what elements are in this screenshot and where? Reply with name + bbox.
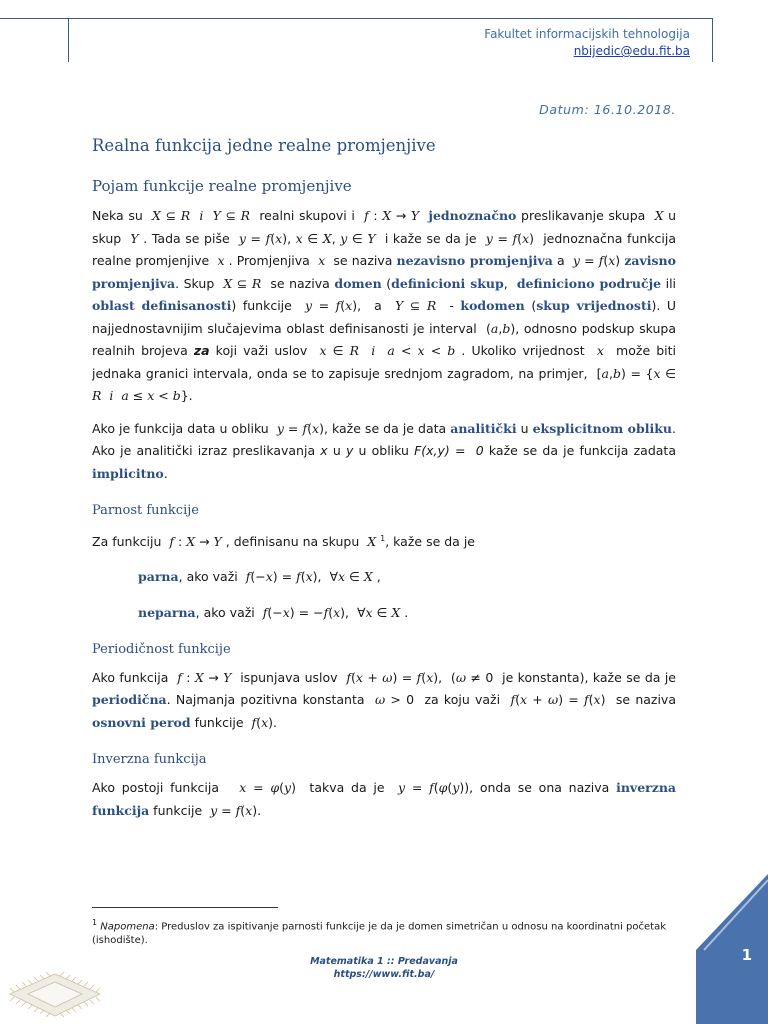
footer-url[interactable]: https://www.fit.ba/ <box>333 969 435 980</box>
author-email-link[interactable]: nbijedic@edu.fit.ba <box>573 44 690 58</box>
section-heading-inverzna: Inverzna funkcija <box>92 752 207 768</box>
header-rule <box>0 18 712 19</box>
footnote-text: : Preduslov za ispitivanje parnosti funkcije je da je domen simetričan u odnosu na koordinatni početak (ishodište). <box>92 921 667 947</box>
paragraph-analytic: Ako je funkcija data u obliku y = f(x), kaže se da je data analitički u eksplicitnom obliku. Ako je analitički izraz preslikavanja x u y u obliku F(x,y) = 0 kaže se da je funkcija zadata implicitno. <box>92 420 676 481</box>
header-rule-right <box>712 18 713 62</box>
section-heading-pojam: Pojam funkcije realne promjenjive <box>92 177 352 195</box>
section-heading-periodicnost: Periodičnost funkcije <box>92 641 231 657</box>
document-date: Datum: 16.10.2018. <box>539 102 676 117</box>
odd-function-condition: neparna, ako važi f(−x) = −f(x), ∀x ∈ X . <box>138 604 409 620</box>
paragraph-periodicnost: Ako funkcija f : X → Y ispunjava uslov f(x + ω) = f(x), (ω ≠ 0 je konstanta), kaže se da je periodična. Najmanja pozitivna konstanta ω > 0 za koju važi f(x + ω) = f(x) se naziva osnovni perod funkcije f(x). <box>92 669 676 730</box>
footnote <box>92 916 682 948</box>
header-rule-left <box>68 18 69 62</box>
footnote-label: Napomena <box>100 921 155 933</box>
section-heading-parnost: Parnost funkcije <box>92 503 199 518</box>
footnote-mark: 1 <box>92 918 98 927</box>
paragraph-parnost: Za funkciju f : X → Y , definisanu na skupu X $^1$, kaže se da je <box>92 534 475 550</box>
faculty-name: Fakultet informacijskih tehnologija <box>484 27 690 41</box>
page-corner-decoration <box>696 874 768 1024</box>
page-title: Realna funkcija jedne realne promjenjive <box>92 136 436 155</box>
even-function-condition: parna, ako važi f(−x) = f(x), ∀x ∈ X , <box>138 568 381 584</box>
footnote-rule <box>92 907 278 908</box>
page-header <box>484 26 690 60</box>
footer-course: Matematika 1 :: Predavanja <box>310 956 458 967</box>
paragraph-inverzna: Ako postoji funkcija x = φ(y) takva da je y = f(φ(y)), onda se ona naziva inverzna funkcija funkcije y = f(x). <box>92 780 677 818</box>
page-number: 1 <box>741 946 752 964</box>
paragraph-definition: Neka su X ⊆ R i Y ⊆ R realni skupovi i f : X → Y jednoznačno preslikavanje skupa X u skup Y . Tada se piše y = f(x), x ∈ X, y ∈ Y i kaže se da je y = f(x) jednoznačna funkcija realne promjenjive x . Promjenjiva x se naziva nezavisno promjenjiva a y = f(x) zavisno promjenjiva. Skup X ⊆ R se naziva domen (definicioni skup, definiciono područje ili oblast definisanosti) funkcije y = f(x), a Y ⊆ R - kodomen (skup vrijednosti). U najjednostavnijim slučajevima oblast definisanosti je interval (a,b), odnosno podskup skupa realnih brojeva za koji važi uslov x ∈ R i a < x < b . Ukoliko vrijednost x može biti jednaka granici intervala, onda se to zapisuje srednjom zagradom, na primjer, [a,b) = {x ∈ R i a ≤ x < b}. <box>92 208 677 403</box>
page-content <box>92 132 676 822</box>
chip-logo-icon <box>0 934 120 1024</box>
